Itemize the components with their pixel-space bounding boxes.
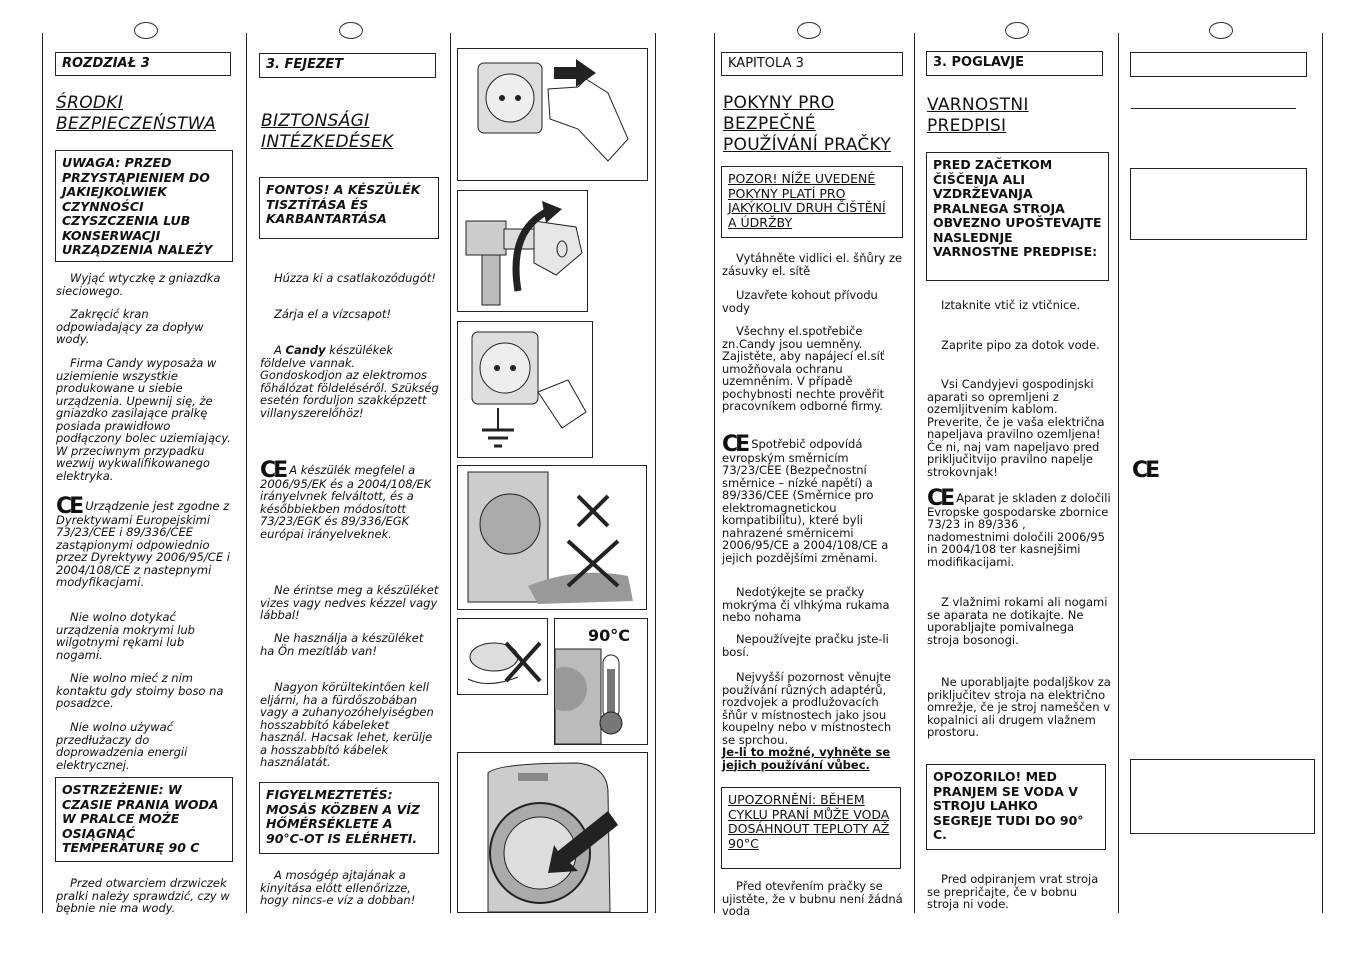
paragraph: CE Spotřebič odpovídá evropským směrnicím 73/23/CEE (Bezpečnostní směrnice – nízké napětí) a 89/336/CEE (Směrnice pro elektromagnetickou kompatibilitu), které byli nahrazené směrnicemi 2006/95/CE a 2004/108/CE a jejich pozdějšími změnami. — [722, 432, 889, 565]
wet-hands-illustration — [457, 465, 647, 610]
section-title-hu: BIZTONSÁGI INTÉZKEDÉSEK — [261, 111, 394, 152]
language-oval — [339, 22, 363, 39]
paragraph: Nie wolno mieć z nim kontaktu gdy stoimy boso na posadzce. — [56, 671, 224, 710]
ce-mark-icon: CE — [260, 458, 286, 483]
paragraph: Wyjąć wtyczkę z gniazdka sieciowego. — [56, 271, 221, 298]
brand-name: Candy — [285, 343, 326, 357]
section-title-si: VARNOSTNI PREDPISI — [927, 95, 1029, 136]
chapter-box-pl: ROZDZIAŁ 3 — [55, 52, 231, 76]
column-rule — [42, 33, 43, 913]
language-oval — [1005, 22, 1029, 39]
language-oval — [797, 22, 821, 39]
ce-mark-icon: CE — [56, 494, 82, 519]
paragraph: Nagyon körültekintően kell eljárni, ha a fürdőszobában vagy a zuhanyozóhelyiségben hosszabbító kábeleket használ. Hacsak lehet, kerülje a hosszabbító kábelek használatát. — [260, 680, 434, 769]
paragraph: Ne érintse meg a készüléket vizes vagy nedves kézzel vagy lábbal! — [260, 583, 439, 622]
paragraph: Ne használja a készüléket ha Ön mezítláb van! — [260, 631, 424, 658]
column-rule — [655, 33, 656, 913]
column-rule — [714, 33, 715, 913]
paragraph: CE Urządzenie jest zgodne z Dyrektywami Europejskimi 73/23/CEE i 89/336/CEE zastąpionymi odpowiednio przez Dyrektywy 2006/95/CE i 2004/108/CE z nastepnymi modyfikacjami. — [56, 494, 230, 589]
column-rule — [1118, 33, 1119, 913]
paragraph: Nepoužívejte pračku jste-li bosí. — [722, 632, 889, 659]
paragraph: Nedotýkejte se pračky mokrýma či vlhkýma rukama nebo nohama — [722, 585, 890, 624]
empty-chapter-box — [1130, 52, 1307, 77]
column-rule — [914, 33, 915, 913]
paragraph: Nejvyšší pozornost věnujte používání různých adaptérů, rozdvojek a prodlužovacích šňůr v místnostech jako jsou koupelny nebo v místnostech se sprchou. — [722, 670, 892, 747]
paragraph: Przed otwarciem drzwiczek pralki należy sprawdzić, czy w bębnie nie ma wody. — [56, 876, 230, 915]
column-rule — [450, 33, 451, 913]
paragraph: Zakręcić kran odpowiadający za dopływ wody. — [56, 307, 204, 346]
ce-mark-icon: CE — [927, 486, 953, 511]
column-rule — [246, 33, 247, 913]
paragraph: Húzza ki a csatlakozódugót! — [274, 271, 436, 285]
paragraph: Zárja el a vízcsapot! — [274, 307, 392, 321]
paragraph: CE A készülék megfelel a 2006/95/EK és a 2004/108/EK irányelvnek felváltott, és a későbbiekben módosított 73/23/EGK és 89/336/EGK európai irányelveknek. — [260, 458, 432, 541]
paragraph: Vsi Candyjevi gospodinjski aparati so opremljeni z ozemljitvenim kablom. Preverite, če je vaša električna napeljava pravilno ozemljena! Če ni, naj vam napeljavo pred priključitvijo pravilno napelje strokovnjak! — [927, 377, 1105, 479]
door-check-illustration — [457, 752, 648, 913]
paragraph: Nie wolno używać przedłużaczy do doprowadzenia energii elektrycznej. — [56, 720, 188, 772]
ce-mark-icon: CE — [722, 432, 748, 457]
section-title-pl: ŚRODKI BEZPIECZEŃSTWA — [56, 93, 216, 134]
paragraph: Ne uporabljajte podaljškov za priključitev stroja na električno omrežje, če je stroj nameščen v kopalnici ali drugem vlažnem prostoru. — [927, 675, 1111, 739]
warning-box-cz: POZOR! NÍŽE UVEDENÉ POKYNY PLATÍ PRO JAKÝKOLIV DRUH ČIŠTĚNÍ A ÚDRŽBY — [721, 166, 903, 238]
warning-box-hu-2: FIGYELMEZTETÉS: MOSÁS KÖZBEN A VÍZ HŐMÉRSÉKLETE A 90°C-OT IS ELÉRHETI. — [259, 782, 439, 854]
paragraph: Z vlažnimi rokami ali nogami se aparata ne dotikajte. Ne uporabljajte pomivalnega stroja bosonogi. — [927, 595, 1108, 647]
paragraph: Nie wolno dotykać urządzenia mokrymi lub wilgotnymi rękami lub nogami. — [56, 610, 195, 662]
paragraph: Zaprite pipo za dotok vode. — [941, 338, 1100, 352]
column-rule — [1322, 33, 1323, 913]
paragraph: Všechny el.spotřebiče zn.Candy jsou uemněny. Zajistěte, aby napájecí el.síť umožňovala ochranu uzemněním. V případě pochybnosti nechte prověřit pracovníkem odborné firmy. — [722, 324, 885, 413]
empty-title-line — [1131, 108, 1296, 109]
ce-mark-icon: CE — [1132, 458, 1158, 483]
chapter-box-si: 3. POGLAVJE — [926, 51, 1103, 76]
extension-cord-illustration — [457, 618, 548, 695]
warning-box-cz-2: UPOZORNĚNÍ: BĚHEM CYKLU PRANÍ MŮŽE VODA DOSÁHNOUT TEPLOTY AŽ 90°C — [721, 787, 901, 869]
language-oval — [134, 22, 158, 39]
temperature-label: 90°C — [588, 626, 631, 645]
chapter-box-cz: KAPITOLA 3 — [721, 52, 903, 76]
language-oval — [1209, 22, 1233, 39]
water-tap-illustration — [457, 190, 588, 312]
paragraph: Je-li to možné, vyhněte se jejich používání vůbec. — [722, 745, 891, 772]
warning-box-si: PRED ZAČETKOM ČIŠČENJA ALI VZDRŽEVANJA PRALNEGA STROJA OBVEZNO UPOŠTEVAJTE NASLEDNJE VARNOSTNE PREDPISE: — [926, 152, 1109, 281]
unplug-illustration — [457, 48, 648, 181]
paragraph: Iztaknite vtič iz vtičnice. — [941, 298, 1081, 312]
earthing-illustration — [457, 321, 593, 458]
section-title-cz: POKYNY PRO BEZPEČNÉ POUŽÍVÁNÍ PRAČKY — [723, 93, 892, 155]
chapter-box-hu: 3. FEJEZET — [259, 53, 436, 78]
paragraph: Před otevřením pračky se ujistěte, že v bubnu není žádná voda — [722, 879, 903, 918]
warning-box-si-2: OPOZORILO! MED PRANJEM SE VODA V STROJU LAHKO SEGREJE TUDI DO 90° C. — [926, 764, 1106, 850]
paragraph: Firma Candy wyposaża w uziemienie wszystkie produkowane u siebie urządzenia. Upewnij się, że gniazdko zasilające pralkę posiada prawidłowo podłączony bolec uziemiający. W przeciwnym przypadku wezwij wykwalifikowanego elektryka. — [56, 356, 231, 483]
paragraph: Pred odpiranjem vrat stroja se prepričajte, če v bobnu stroja ni vode. — [927, 872, 1099, 911]
warning-box-pl-2: OSTRZEŻENIE: W CZASIE PRANIA WODA W PRALCE MOŻE OSIĄGNĄĆ TEMPERATURĘ 90 C — [55, 777, 233, 862]
paragraph: Uzavřete kohout přívodu vody — [722, 288, 878, 315]
paragraph: CE Aparat je skladen z določili Evropske gospodarske zbornice 73/23 in 89/336 , nadomestnimi določili 2006/95 in 2004/108 ter kasnejšimi modifikacijami. — [927, 486, 1111, 569]
paragraph: A Candy készülékek földelve vannak. Gondoskodjon az elektromos főhálózat földeléséről. Szükség esetén forduljon szakképzett villanyszerelőhöz! — [260, 343, 439, 420]
paragraph: Vytáhněte vidlici el. šňůry ze zásuvky el. sítě — [722, 251, 903, 278]
empty-warning-box — [1130, 168, 1307, 240]
paragraph: A mosógép ajtajának a kinyitása előtt ellenőrizze, hogy nincs-e víz a dobban! — [260, 868, 416, 907]
warning-box-hu: FONTOS! A KÉSZÜLÉK TISZTÍTÁSA ÉS KARBANTARTÁSA — [259, 177, 439, 239]
empty-warning-box-2 — [1130, 759, 1315, 834]
warning-box-pl: UWAGA: PRZED PRZYSTĄPIENIEM DO JAKIEJKOLWIEK CZYNNOŚCI CZYSZCZENIA LUB KONSERWACJI URZĄDZENIA NALEŻY — [55, 150, 233, 262]
